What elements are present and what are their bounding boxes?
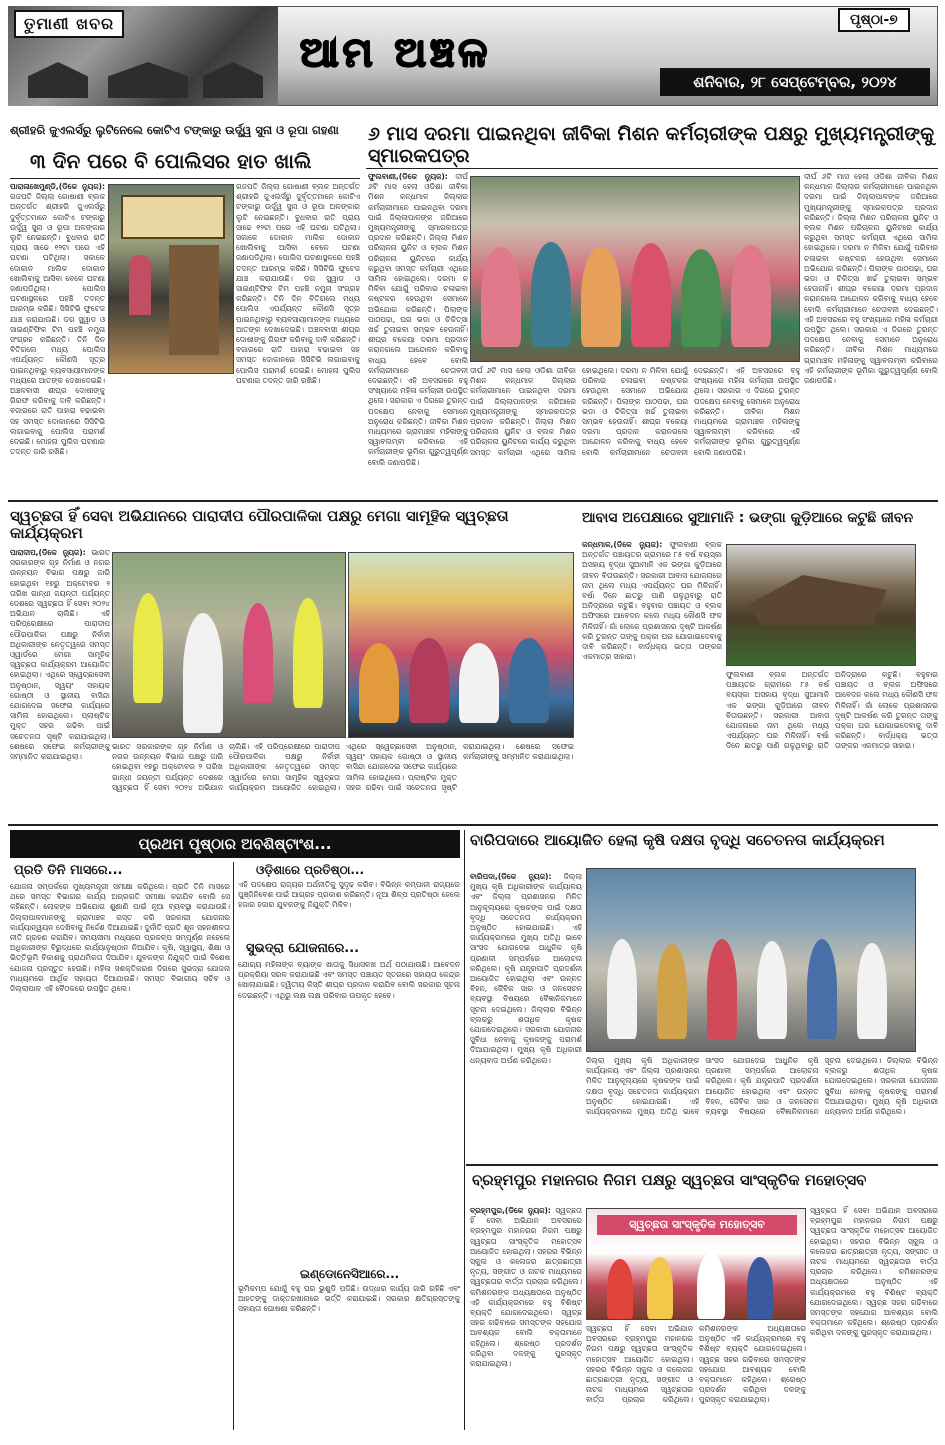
awas-dateline: କନ୍ଧମାଳ,(ଡିକେ ନ୍ୟୁଜ): [582, 540, 663, 549]
memorandum-crowd-photo [470, 176, 800, 362]
gold-theft-body-col2: ଗଜପତି ଜିଲ୍ଲା ଗୋଷାଣୀ ବ୍ଲକ ଅନ୍ତର୍ଗତ ଶ୍ରୀହରି ଜୁଏଲର୍ସରୁ ଦୁର୍ବୃତ୍ତମାନେ କୋଟିଏ ଟଙ୍କାରୁ ଉର୍ଦ୍ଧ୍ୱ ସୁନା ଓ ରୂପା ଅଳଙ୍କାର ଲୁଟି ନେଇଛନ୍ତି। ବୁଧବାର ରାତି ପ୍ରାୟ ସାଢେ ୧୨ଟା ପରେ ଏହି ଘଟଣା ଘଟିଥିଲା। ସକାଳେ ଦୋକାନ ମାଲିକ ଦୋକାନ ଖୋଲିବାକୁ ଆସିବା ବେଳେ ଘଟଣା ଜଣାପଡିଥିଲା। ପୋଲିସ ଘଟଣାସ୍ଥଳରେ ପହଞ୍ଚି ତଦନ୍ତ ଆରମ୍ଭ କରିଛି। ସିସିଟିଭି ଫୁଟେଜ ଯାଞ୍ଚ କରାଯାଉଛି। ଡଗ ସ୍କ୍ୱାଡ ଓ ସାଇଣ୍ଟିଫିକ ଟିମ ପହଞ୍ଚି ନମୁନା ସଂଗ୍ରହ କରିଛନ୍ତି। ତିନି ଦିନ ବିତିଗଲେ ମଧ୍ୟ ପୋଲିସ ଏପର୍ଯ୍ୟନ୍ତ କୌଣସି ସୂତ୍ର ପାଇନଥିବାରୁ ବ୍ୟବସାୟୀମାନଙ୍କ ମଧ୍ୟରେ ଆତଙ୍କ ଦେଖାଦେଇଛି। ଅଞ୍ଚଳବାସୀ ଶୀଘ୍ର ଦୋଷୀଙ୍କୁ ଗିରଫ କରିବାକୁ ଦାବି କରିଛନ୍ତି। ବଜାରରେ ରାତି ପାହାରା ବଢାଇବା ସହ ସମସ୍ତ ଦୋକାନରେ ସିସିଟିଭି ଲଗାଇବାକୁ ପୋଲିସ ପରାମର୍ଶ ଦେଇଛି। ମୋହନା ପୁଲିସ ଘଟଣାର ତଦନ୍ତ ଜାରି ରଖିଛି। [236, 182, 360, 385]
continued-sub4: ଇଣ୍ଡୋନେସିଆରେ... [300, 1267, 400, 1281]
paradeep-headline: ସ୍ୱଚ୍ଛତା ହିଁ ସେବା ଅଭିଯାନରେ ପାରାଦୀପ ପୌରପାଳିକା ପକ୍ଷରୁ ମେଗା ସାମୂହିକ ସ୍ୱଚ୍ଛତା କାର୍ଯ୍ୟକ୍ରମ [10, 507, 509, 543]
memorandum-body [368, 172, 468, 494]
memorandum-body-col3: ଦୀର୍ଘ ୬ଟି ମାସ ହେଲା ଓଡିଶା ଜୀବିକା ମିଶନ କନ୍ଧମାଳ ଜିଲ୍ଲାର କର୍ମଚାରୀମାନେ ପାଇନଥିବା ଦରମା ପାଇଁ ଜିଲ୍ଲାପାଳଙ୍କ ଜରିଆରେ ମୁଖ୍ୟମନ୍ତ୍ରୀଙ୍କୁ ସ୍ମାରକପତ୍ର ପ୍ରଦାନ କରିଛନ୍ତି। ଜିଲ୍ଲା ମିଶନ ପରିଚାଳନା ୟୁନିଟ ଓ ବ୍ଲକ ମିଶନ ପରିଚାଳନା ୟୁନିଟରେ କାର୍ଯ୍ୟ କରୁଥିବା ସମସ୍ତ କର୍ମଚାରୀ ଏଥିରେ ସାମିଲ ହୋଇଥିଲେ। ଦରମା ନ ମିଳିବା ଯୋଗୁଁ ପରିବାର ଚଳାଇବା କଷ୍ଟକର ହେଉଥିବା ସେମାନେ ଅଭିଯୋଗ କରିଛନ୍ତି। ପିଲାଙ୍କ ପାଠପଢା, ଘର ଭଡା ଓ ଚିକିତ୍ସା ଖର୍ଚ୍ଚ ତୁଲାଇବା ସମ୍ଭବ ହେଉନାହିଁ। ଶୀଘ୍ର ବକେୟା ଦରମା ପ୍ରଦାନ କରାନଗଲେ ଆନ୍ଦୋଳନ କରିବାକୁ ବାଧ୍ୟ ହେବେ ବୋଲି କର୍ମଚାରୀମାନେ ଚେତାବନୀ ଦେଇଛନ୍ତି। ଏହି ଅବସରରେ ବହୁ ସଂଖ୍ୟାରେ ମହିଳା କର୍ମଚାରୀ ଉପସ୍ଥିତ ଥିଲେ। ସରକାର ଏ ଦିଗରେ ତୁରନ୍ତ ପଦକ୍ଷେପ ନେବାକୁ ସେମାନେ ଅନୁରୋଧ କରିଛନ୍ତି। ଜୀବିକା ମିଶନ ମାଧ୍ୟମରେ ଗ୍ରାମାଞ୍ଚଳ ମହିଳାଙ୍କୁ ସ୍ୱାବଲମ୍ବୀ କରିବାରେ ଏହି କର୍ମଚାରୀଙ୍କ ଭୂମିକା ଗୁରୁତ୍ୱପୂର୍ଣ୍ଣ ବୋଲି ଜଣାପଡିଛି। [804, 172, 938, 386]
continued-body4: ଭୂମିକମ୍ପ ଯୋଗୁଁ ବହୁ ଘର ଭୁଶୁଡି ପଡିଛି। ଉଦ୍ଧାର କାର୍ଯ୍ୟ ଜାରି ରହିଛି ଏବଂ ଆହତଙ୍କୁ ଡାକ୍ତରଖାନାରେ ଭର୍ତ୍ତି କରାଯାଇଛି। ସରକାର କ୍ଷତିଗ୍ରସ୍ତଙ୍କୁ ସହାୟତା ଘୋଷଣା କରିଛନ୍ତି। [238, 1284, 460, 1314]
awas-text: ଫୁଲବାଣୀ ବ୍ଲକ ଅନ୍ତର୍ଗତ ପଞ୍ଚାୟତର ଗ୍ରାମରେ ୮୫ ବର୍ଷ ବୟସ୍କା ଅସହାୟ ବୃଦ୍ଧା ସୁଆମାନି ଏକ ଭଙ୍ଗା କୁଡ଼ିଆରେ ଜୀବନ ବିତାଉଛନ୍ତି। ସରକାରୀ ଆବାସ ଯୋଜନାରେ ନାମ ଥିଲେ ମଧ୍ୟ ଏପର୍ଯ୍ୟନ୍ତ ଘର ମିଳିନାହିଁ। ବର୍ଷା ଦିନେ ଛାତରୁ ପାଣି ଗଳୁଥିବାରୁ ରାତି ଅନିଦ୍ରାରେ କଟୁଛି। ବହୁବାର ପଞ୍ଚାୟତ ଓ ବ୍ଲକ ଅଫିସରେ ଆବେଦନ କଲେ ମଧ୍ୟ କୌଣସି ଫଳ ମିଳିନାହିଁ। ଗାଁ ଲୋକେ ପ୍ରଶାସନର ଦୃଷ୍ଟି ଆକର୍ଷଣ କରି ତୁରନ୍ତ ତାଙ୍କୁ ପକ୍କା ଘର ଯୋଗାଇଦେବାକୁ ଦାବି କରିଛନ୍ତି। ବାର୍ଦ୍ଧକ୍ୟ ଭତ୍ତା ତାଙ୍କର ଏକମାତ୍ର ସାହାରା। [582, 540, 722, 662]
jewellery-shop-photo [108, 184, 234, 374]
awas-headline: ଆବାସ ଅପେକ୍ଷାରେ ସୁଆମାନି : ଭଙ୍ଗା କୁଡ଼ିଆରେ କଟୁଛି ଜୀବନ [582, 510, 914, 526]
gold-theft-text: ଗଜପତି ଜିଲ୍ଲା ଗୋଷାଣୀ ବ୍ଲକ ଅନ୍ତର୍ଗତ ଶ୍ରୀହରି ଜୁଏଲର୍ସରୁ ଦୁର୍ବୃତ୍ତମାନେ କୋଟିଏ ଟଙ୍କାରୁ ଉର୍ଦ୍ଧ୍ୱ ସୁନା ଓ ରୂପା ଅଳଙ୍କାର ଲୁଟି ନେଇଛନ୍ତି। ବୁଧବାର ରାତି ପ୍ରାୟ ସାଢେ ୧୨ଟା ପରେ ଏହି ଘଟଣା ଘଟିଥିଲା। ସକାଳେ ଦୋକାନ ମାଲିକ ଦୋକାନ ଖୋଲିବାକୁ ଆସିବା ବେଳେ ଘଟଣା ଜଣାପଡିଥିଲା। ପୋଲିସ ଘଟଣାସ୍ଥଳରେ ପହଞ୍ଚି ତଦନ୍ତ ଆରମ୍ଭ କରିଛି। ସିସିଟିଭି ଫୁଟେଜ ଯାଞ୍ଚ କରାଯାଉଛି। ଡଗ ସ୍କ୍ୱାଡ ଓ ସାଇଣ୍ଟିଫିକ ଟିମ ପହଞ୍ଚି ନମୁନା ସଂଗ୍ରହ କରିଛନ୍ତି। ତିନି ଦିନ ବିତିଗଲେ ମଧ୍ୟ ପୋଲିସ ଏପର୍ଯ୍ୟନ୍ତ କୌଣସି ସୂତ୍ର ପାଇନଥିବାରୁ ବ୍ୟବସାୟୀମାନଙ୍କ ମଧ୍ୟରେ ଆତଙ୍କ ଦେଖାଦେଇଛି। ଅଞ୍ଚଳବାସୀ ଶୀଘ୍ର ଦୋଷୀଙ୍କୁ ଗିରଫ କରିବାକୁ ଦାବି କରିଛନ୍ତି। ବଜାରରେ ରାତି ପାହାରା ବଢାଇବା ସହ ସମସ୍ତ ଦୋକାନରେ ସିସିଟିଭି ଲଗାଇବାକୁ ପୋଲିସ ପରାମର୍ଶ ଦେଇଛି। ମୋହନା ପୁଲିସ ଘଟଣାର ତଦନ୍ତ ଜାରି ରଖିଛି। [10, 192, 105, 457]
paradeep-body-cols: ଭାରତ ସରକାରଙ୍କ ଗୃହ ନିର୍ମାଣ ଓ ନଗର ଉନ୍ନୟନ ବିଭାଗ ପକ୍ଷରୁ ଜାରି ହୋଇଥିବା ୧୭ରୁ ଅକ୍ଟୋବର ୨ ତାରିଖ ଗାନ୍ଧୀ ଜୟନ୍ତୀ ପର୍ଯ୍ୟନ୍ତ ଦେଶରେ ସ୍ୱଚ୍ଛତା ହିଁ ସେବା ୨୦୨୪ ଅଭିଯାନ ଚାଲିଛି। ଏହି ପରିପ୍ରେକ୍ଷୀରେ ପାରାଦୀପ ପୌରପାଳିକା ପକ୍ଷରୁ ନିର୍ବାହୀ ଅଧିକାରୀଙ୍କ ନେତୃତ୍ୱରେ ସମସ୍ତ ଓ୍ୱାର୍ଡରେ ମେଗା ସାମୂହିକ ସ୍ୱଚ୍ଛତା କାର୍ଯ୍ୟକ୍ରମ ଆୟୋଜିତ ହୋଇଥିଲା। ଏଥିରେ ସ୍ୱେଚ୍ଛାସେବୀ ଅନୁଷ୍ଠାନ, ସ୍ୱୟଂ ସହାୟକ ଗୋଷ୍ଠୀ ଓ ସ୍ଥାନୀୟ ବାସିନ୍ଦା ଯୋଗଦେଇ ସଫେଇ କାର୍ଯ୍ୟରେ ସାମିଲ ହୋଇଥିଲେ। ପ୍ଲାଷ୍ଟିକ ମୁକ୍ତ ସହର ଗଢିବା ପାଇଁ ସଚେତନତା ସୃଷ୍ଟି କରାଯାଇଥିଲା। ଶେଷରେ ସଫେଇ କର୍ମଚାରୀଙ୍କୁ ସମ୍ମାନିତ କରାଯାଇଥିଲା। [112, 742, 574, 792]
memorandum-headline: ୬ ମାସ ଦରମା ପାଇନଥିବା ଜୀବିକା ମିଶନ କର୍ମଚାରୀଙ୍କ ପକ୍ଷରୁ ମୁଖ୍ୟମନ୍ତ୍ରୀଙ୍କୁ ସ୍ମାରକପତ୍ର [368, 123, 935, 167]
krishi-text: ଜିଲ୍ଲା ମୁଖ୍ୟ କୃଷି ଅଧିକାରୀଙ୍କ କାର୍ଯ୍ୟାଳୟ ଏବଂ ଜିଲ୍ଲା ପ୍ରଶାସନର ମିଳିତ ଆନୁକୂଲ୍ୟରେ କୃଷକଙ୍କ ପାଇଁ ଦକ୍ଷତା ବୃଦ୍ଧି ସଚେତନତା କାର୍ଯ୍ୟକ୍ରମ ଅନୁଷ୍ଠିତ ହୋଇଯାଇଛି। ଏହି କାର୍ଯ୍ୟକ୍ରମରେ ମୁଖ୍ୟ ଅତିଥି ଭାବେ ସାଂସଦ ଯୋଗଦେଇ ଆଧୁନିକ କୃଷି ପ୍ରଣାଳୀ ସମ୍ପର୍କରେ ଆଲୋଚନା କରିଥିଲେ। କୃଷି ଯନ୍ତ୍ରପାତି ପ୍ରଦର୍ଶନୀ ଆୟୋଜିତ ହୋଇଥିଲା ଏବଂ ଉନ୍ନତ ବିହନ, ଜୈବିକ ସାର ଓ ଜଳସେଚନ ବ୍ୟବସ୍ଥା ବିଷୟରେ ବୈଜ୍ଞାନିକମାନେ ସୂଚନା ଦେଇଥିଲେ। ଜିଲ୍ଲାର ବିଭିନ୍ନ ବ୍ଲକରୁ ଶତାଧିକ କୃଷକ ଯୋଗଦେଇଥିଲେ। ସରକାରୀ ଯୋଜନାର ସୁବିଧା ନେବାକୁ କୃଷକଙ୍କୁ ପରାମର୍ଶ ଦିଆଯାଇଥିଲା। ମୁଖ୍ୟ କୃଷି ଅଧିକାରୀ ଧନ୍ୟବାଦ ଅର୍ପଣ କରିଥିଲେ। [470, 872, 582, 1065]
berhampur-dateline: ବ୍ରହ୍ମପୁର,(ଡିକେ ନ୍ୟୁଜ): [470, 1206, 551, 1215]
continued-body2: ଏହି ପଦକ୍ଷେପ ରାଜ୍ୟର ଅର୍ଥନୀତିକୁ ସୁଦୃଢ କରିବ। ବିଭିନ୍ନ କମ୍ପାନୀ ରାଜ୍ୟରେ ପୁଞ୍ଜିନିବେଶ ପାଇଁ ଆଗ୍ରହ ପ୍ରକାଶ କରିଛନ୍ତି। ନୂଆ ଶିଳ୍ପ ପ୍ରତିଷ୍ଠା ହେଲେ ହଜାର ହଜାର ଯୁବକଙ୍କୁ ନିଯୁକ୍ତି ମିଳିବ। [238, 880, 460, 910]
section-title: ଆମ ଅଞ୍ଚଳ [300, 30, 492, 76]
paradeep-text: ଭାରତ ସରକାରଙ୍କ ଗୃହ ନିର୍ମାଣ ଓ ନଗର ଉନ୍ନୟନ ବିଭାଗ ପକ୍ଷରୁ ଜାରି ହୋଇଥିବା ୧୭ରୁ ଅକ୍ଟୋବର ୨ ତାରିଖ ଗାନ୍ଧୀ ଜୟନ୍ତୀ ପର୍ଯ୍ୟନ୍ତ ଦେଶରେ ସ୍ୱଚ୍ଛତା ହିଁ ସେବା ୨୦୨୪ ଅଭିଯାନ ଚାଲିଛି। ଏହି ପରିପ୍ରେକ୍ଷୀରେ ପାରାଦୀପ ପୌରପାଳିକା ପକ୍ଷରୁ ନିର୍ବାହୀ ଅଧିକାରୀଙ୍କ ନେତୃତ୍ୱରେ ସମସ୍ତ ଓ୍ୱାର୍ଡରେ ମେଗା ସାମୂହିକ ସ୍ୱଚ୍ଛତା କାର୍ଯ୍ୟକ୍ରମ ଆୟୋଜିତ ହୋଇଥିଲା। ଏଥିରେ ସ୍ୱେଚ୍ଛାସେବୀ ଅନୁଷ୍ଠାନ, ସ୍ୱୟଂ ସହାୟକ ଗୋଷ୍ଠୀ ଓ ସ୍ଥାନୀୟ ବାସିନ୍ଦା ଯୋଗଦେଇ ସଫେଇ କାର୍ଯ୍ୟରେ ସାମିଲ ହୋଇଥିଲେ। ପ୍ଲାଷ୍ଟିକ ମୁକ୍ତ ସହର ଗଢିବା ପାଇଁ ସଚେତନତା ସୃଷ୍ଟି କରାଯାଇଥିଲା। ଶେଷରେ ସଫେଇ କର୍ମଚାରୀଙ୍କୁ ସମ୍ମାନିତ କରାଯାଇଥିଲା। [10, 548, 110, 762]
continued-body1: ଯୋଜନା ସମ୍ପର୍କରେ ମୁଖ୍ୟମନ୍ତ୍ରୀ ସମୀକ୍ଷା କରିଥିଲେ। ପ୍ରତି ତିନି ମାସରେ ଥରେ ସମସ୍ତ ବିଭାଗର କାର୍ଯ୍ୟ ଅଗ୍ରଗତି ସମୀକ୍ଷା କରାଯିବ ବୋଲି ସେ କହିଛନ୍ତି। ଲୋକଙ୍କ ଅଭିଯୋଗ ଶୁଣାଣି ପାଇଁ ନୂଆ ବ୍ୟବସ୍ଥା କରାଯାଉଛି। ଜିଲ୍ଲାପାଳମାନଙ୍କୁ ଗ୍ରାମାଞ୍ଚଳ ଗସ୍ତ କରି ସରକାରୀ ଯୋଜନାର କାର୍ଯ୍ୟାନ୍ୱୟନ ଦେଖିବାକୁ ନିର୍ଦ୍ଦେଶ ଦିଆଯାଇଛି। ଦୁର୍ନୀତି ପ୍ରତି ଶୂନ ସହନଶୀଳତା ନୀତି ଗ୍ରହଣ କରାଯିବ। ସମୟସୀମା ମଧ୍ୟରେ ପ୍ରକଳ୍ପ ସମ୍ପୂର୍ଣ୍ଣ ନହେଲେ ଅଧିକାରୀଙ୍କ ବିରୁଦ୍ଧରେ କାର୍ଯ୍ୟାନୁଷ୍ଠାନ ନିଆଯିବ। କୃଷି, ସ୍ୱାସ୍ଥ୍ୟ, ଶିକ୍ଷା ଓ ଭିତ୍ତିଭୂମି ବିକାଶକୁ ପ୍ରାଥମିକତା ଦିଆଯିବ। ଯୁବକଙ୍କ ନିଯୁକ୍ତି ପାଇଁ ବିଶେଷ ଯୋଜନା ପ୍ରସ୍ତୁତ ହେଉଛି। ମହିଳା ସଶକ୍ତିକରଣ ଦିଗରେ ସୁଭଦ୍ରା ଯୋଜନା ମାଧ୍ୟମରେ ଆର୍ଥିକ ସହାୟତା ଦିଆଯାଉଛି। ସମସ୍ତ ବିଭାଗୀୟ ସଚିବ ଓ ଜିଲ୍ଲାପାଳ ଏହି ବୈଠକରେ ଉପସ୍ଥିତ ଥିଲେ। [10, 882, 230, 994]
krishi-headline: ବାରିପଦାରେ ଆୟୋଜିତ ହେଲା କୃଷି ଦକ୍ଷତା ବୃଦ୍ଧି ସଚେତନତା କାର୍ଯ୍ୟକ୍ରମ [470, 831, 885, 849]
broken-hut-photo [726, 544, 916, 666]
memorandum-dateline: ଫୁଲବାଣୀ,(ଡିକେ ନ୍ୟୁଜ): [368, 172, 448, 181]
berhampur-body-col3: ସ୍ୱଚ୍ଛତା ହିଁ ସେବା ଅଭିଯାନ ଅବସରରେ ବ୍ରହ୍ମପୁର ମହାନଗର ନିଗମ ପକ୍ଷରୁ ସ୍ୱଚ୍ଛତା ସାଂସ୍କୃତିକ ମହୋତ୍ସବ ଆୟୋଜିତ ହୋଇଥିଲା। ସହରର ବିଭିନ୍ନ ସ୍କୁଲ ଓ କଲେଜର ଛାତ୍ରଛାତ୍ରୀ ନୃତ୍ୟ, ସଙ୍ଗୀତ ଓ ନାଟକ ମାଧ୍ୟମରେ ସ୍ୱଚ୍ଛତାର ବାର୍ତ୍ତା ପ୍ରଚାର କରିଥିଲେ। କମିଶନରଙ୍କ ଅଧ୍ୟକ୍ଷତାରେ ଅନୁଷ୍ଠିତ ଏହି କାର୍ଯ୍ୟକ୍ରମରେ ବହୁ ବିଶିଷ୍ଟ ବ୍ୟକ୍ତି ଯୋଗଦେଇଥିଲେ। ସ୍ୱଚ୍ଛ ସହର ଗଢିବାରେ ସମସ୍ତଙ୍କ ସହଯୋଗ ଆବଶ୍ୟକ ବୋଲି ବକ୍ତାମାନେ କହିଥିଲେ। ଶ୍ରେଷ୍ଠ ପ୍ରଦର୍ଶନ କରିଥିବା ଦଳଙ୍କୁ ପୁରସ୍କୃତ କରାଯାଇଥିଲା। [810, 1206, 938, 1338]
cleanup-volunteers-photo [112, 552, 346, 738]
cultural-festival-photo [586, 1208, 806, 1320]
continued-band: ପ୍ରଥମ ପୃଷ୍ଠାର ଅବଶିଷ୍ଟାଂଶ... [10, 830, 460, 858]
krishi-event-photo [586, 868, 916, 1052]
gold-theft-body [10, 182, 105, 494]
berhampur-body [470, 1206, 582, 1430]
issue-date: ଶନିବାର, ୨୮ ସେପ୍ଟେମ୍ବର, ୨୦୨୪ [660, 68, 930, 96]
continued-body3: ଯୋଗ୍ୟ ମହିଳାଙ୍କ ବ୍ୟାଙ୍କ ଖାତାକୁ ସିଧାସଳଖ ଅର୍ଥ ପଠାଯାଉଛି। ଆବେଦନ ପ୍ରକ୍ରିୟା ସରଳ କରାଯାଇଛି ଏବଂ ସମସ୍ତ ପଞ୍ଚାୟତ ସ୍ତରରେ ସହାୟତା କେନ୍ଦ୍ର ଖୋଲାଯାଇଛି। ଦ୍ୱିତୀୟ କିସ୍ତି ଶୀଘ୍ର ପ୍ରଦାନ କରାଯିବ ବୋଲି ସରକାର ସୂଚନା ଦେଇଛନ୍ତି। ଏଥିରୁ ଲକ୍ଷ ଲକ୍ଷ ପରିବାର ଉପକୃତ ହେବେ। [238, 960, 460, 1000]
paradeep-dateline: ପାରାଦୀପ,(ଡିକେ ନ୍ୟୁଜ): [10, 548, 86, 557]
krishi-body-cols: ଜିଲ୍ଲା ମୁଖ୍ୟ କୃଷି ଅଧିକାରୀଙ୍କ କାର୍ଯ୍ୟାଳୟ ଏବଂ ଜିଲ୍ଲା ପ୍ରଶାସନର ମିଳିତ ଆନୁକୂଲ୍ୟରେ କୃଷକଙ୍କ ପାଇଁ ଦକ୍ଷତା ବୃଦ୍ଧି ସଚେତନତା କାର୍ଯ୍ୟକ୍ରମ ଅନୁଷ୍ଠିତ ହୋଇଯାଇଛି। ଏହି କାର୍ଯ୍ୟକ୍ରମରେ ମୁଖ୍ୟ ଅତିଥି ଭାବେ ସାଂସଦ ଯୋଗଦେଇ ଆଧୁନିକ କୃଷି ପ୍ରଣାଳୀ ସମ୍ପର୍କରେ ଆଲୋଚନା କରିଥିଲେ। କୃଷି ଯନ୍ତ୍ରପାତି ପ୍ରଦର୍ଶନୀ ଆୟୋଜିତ ହୋଇଥିଲା ଏବଂ ଉନ୍ନତ ବିହନ, ଜୈବିକ ସାର ଓ ଜଳସେଚନ ବ୍ୟବସ୍ଥା ବିଷୟରେ ବୈଜ୍ଞାନିକମାନେ ସୂଚନା ଦେଇଥିଲେ। ଜିଲ୍ଲାର ବିଭିନ୍ନ ବ୍ଲକରୁ ଶତାଧିକ କୃଷକ ଯୋଗଦେଇଥିଲେ। ସରକାରୀ ଯୋଜନାର ସୁବିଧା ନେବାକୁ କୃଷକଙ୍କୁ ପରାମର୍ଶ ଦିଆଯାଇଥିଲା। ମୁଖ୍ୟ କୃଷି ଅଧିକାରୀ ଧନ୍ୟବାଦ ଅର୍ପଣ କରିଥିଲେ। [586, 1056, 938, 1117]
berhampur-body-col2: ସ୍ୱଚ୍ଛତା ହିଁ ସେବା ଅଭିଯାନ ଅବସରରେ ବ୍ରହ୍ମପୁର ମହାନଗର ନିଗମ ପକ୍ଷରୁ ସ୍ୱଚ୍ଛତା ସାଂସ୍କୃତିକ ମହୋତ୍ସବ ଆୟୋଜିତ ହୋଇଥିଲା। ସହରର ବିଭିନ୍ନ ସ୍କୁଲ ଓ କଲେଜର ଛାତ୍ରଛାତ୍ରୀ ନୃତ୍ୟ, ସଙ୍ଗୀତ ଓ ନାଟକ ମାଧ୍ୟମରେ ସ୍ୱଚ୍ଛତାର ବାର୍ତ୍ତା ପ୍ରଚାର କରିଥିଲେ। କମିଶନରଙ୍କ ଅଧ୍ୟକ୍ଷତାରେ ଅନୁଷ୍ଠିତ ଏହି କାର୍ଯ୍ୟକ୍ରମରେ ବହୁ ବିଶିଷ୍ଟ ବ୍ୟକ୍ତି ଯୋଗଦେଇଥିଲେ। ସ୍ୱଚ୍ଛ ସହର ଗଢିବାରେ ସମସ୍ତଙ୍କ ସହଯୋଗ ଆବଶ୍ୟକ ବୋଲି ବକ୍ତାମାନେ କହିଥିଲେ। ଶ୍ରେଷ୍ଠ ପ୍ରଦର୍ଶନ କରିଥିବା ଦଳଙ୍କୁ ପୁରସ୍କୃତ କରାଯାଇଥିଲା। [586, 1324, 806, 1405]
memorandum-text: ଦୀର୍ଘ ୬ଟି ମାସ ହେଲା ଓଡିଶା ଜୀବିକା ମିଶନ କନ୍ଧମାଳ ଜିଲ୍ଲାର କର୍ମଚାରୀମାନେ ପାଇନଥିବା ଦରମା ପାଇଁ ଜିଲ୍ଲାପାଳଙ୍କ ଜରିଆରେ ମୁଖ୍ୟମନ୍ତ୍ରୀଙ୍କୁ ସ୍ମାରକପତ୍ର ପ୍ରଦାନ କରିଛନ୍ତି। ଜିଲ୍ଲା ମିଶନ ପରିଚାଳନା ୟୁନିଟ ଓ ବ୍ଲକ ମିଶନ ପରିଚାଳନା ୟୁନିଟରେ କାର୍ଯ୍ୟ କରୁଥିବା ସମସ୍ତ କର୍ମଚାରୀ ଏଥିରେ ସାମିଲ ହୋଇଥିଲେ। ଦରମା ନ ମିଳିବା ଯୋଗୁଁ ପରିବାର ଚଳାଇବା କଷ୍ଟକର ହେଉଥିବା ସେମାନେ ଅଭିଯୋଗ କରିଛନ୍ତି। ପିଲାଙ୍କ ପାଠପଢା, ଘର ଭଡା ଓ ଚିକିତ୍ସା ଖର୍ଚ୍ଚ ତୁଲାଇବା ସମ୍ଭବ ହେଉନାହିଁ। ଶୀଘ୍ର ବକେୟା ଦରମା ପ୍ରଦାନ କରାନଗଲେ ଆନ୍ଦୋଳନ କରିବାକୁ ବାଧ୍ୟ ହେବେ ବୋଲି କର୍ମଚାରୀମାନେ ଚେତାବନୀ ଦେଇଛନ୍ତି। ଏହି ଅବସରରେ ବହୁ ସଂଖ୍ୟାରେ ମହିଳା କର୍ମଚାରୀ ଉପସ୍ଥିତ ଥିଲେ। ସରକାର ଏ ଦିଗରେ ତୁରନ୍ତ ପଦକ୍ଷେପ ନେବାକୁ ସେମାନେ ଅନୁରୋଧ କରିଛନ୍ତି। ଜୀବିକା ମିଶନ ମାଧ୍ୟମରେ ଗ୍ରାମାଞ୍ଚଳ ମହିଳାଙ୍କୁ ସ୍ୱାବଲମ୍ବୀ କରିବାରେ ଏହି କର୍ମଚାରୀଙ୍କ ଭୂମିକା ଗୁରୁତ୍ୱପୂର୍ଣ୍ଣ ବୋଲି ଜଣାପଡିଛି। [368, 172, 468, 467]
awas-body [582, 540, 722, 818]
berhampur-headline: ବ୍ରହ୍ମପୁର ମହାନଗର ନିଗମ ପକ୍ଷରୁ ସ୍ୱଚ୍ଛତା ସାଂସ୍କୃତିକ ମହୋତ୍ସବ [472, 1171, 867, 1189]
festival-banner-text: ସ୍ୱଚ୍ଛତା ସାଂସ୍କୃତିକ ମହୋତ୍ସବ [597, 1215, 797, 1235]
page-number: ପୃଷ୍ଠା-୭ [838, 8, 910, 32]
memorandum-body-col2: ଦୀର୍ଘ ୬ଟି ମାସ ହେଲା ଓଡିଶା ଜୀବିକା ମିଶନ କନ୍ଧମାଳ ଜିଲ୍ଲାର କର୍ମଚାରୀମାନେ ପାଇନଥିବା ଦରମା ପାଇଁ ଜିଲ୍ଲାପାଳଙ୍କ ଜରିଆରେ ମୁଖ୍ୟମନ୍ତ୍ରୀଙ୍କୁ ସ୍ମାରକପତ୍ର ପ୍ରଦାନ କରିଛନ୍ତି। ଜିଲ୍ଲା ମିଶନ ପରିଚାଳନା ୟୁନିଟ ଓ ବ୍ଲକ ମିଶନ ପରିଚାଳନା ୟୁନିଟରେ କାର୍ଯ୍ୟ କରୁଥିବା ସମସ୍ତ କର୍ମଚାରୀ ଏଥିରେ ସାମିଲ ହୋଇଥିଲେ। ଦରମା ନ ମିଳିବା ଯୋଗୁଁ ପରିବାର ଚଳାଇବା କଷ୍ଟକର ହେଉଥିବା ସେମାନେ ଅଭିଯୋଗ କରିଛନ୍ତି। ପିଲାଙ୍କ ପାଠପଢା, ଘର ଭଡା ଓ ଚିକିତ୍ସା ଖର୍ଚ୍ଚ ତୁଲାଇବା ସମ୍ଭବ ହେଉନାହିଁ। ଶୀଘ୍ର ବକେୟା ଦରମା ପ୍ରଦାନ କରାନଗଲେ ଆନ୍ଦୋଳନ କରିବାକୁ ବାଧ୍ୟ ହେବେ ବୋଲି କର୍ମଚାରୀମାନେ ଚେତାବନୀ ଦେଇଛନ୍ତି। ଏହି ଅବସରରେ ବହୁ ସଂଖ୍ୟାରେ ମହିଳା କର୍ମଚାରୀ ଉପସ୍ଥିତ ଥିଲେ। ସରକାର ଏ ଦିଗରେ ତୁରନ୍ତ ପଦକ୍ଷେପ ନେବାକୁ ସେମାନେ ଅନୁରୋଧ କରିଛନ୍ତି। ଜୀବିକା ମିଶନ ମାଧ୍ୟମରେ ଗ୍ରାମାଞ୍ଚଳ ମହିଳାଙ୍କୁ ସ୍ୱାବଲମ୍ବୀ କରିବାରେ ଏହି କର୍ମଚାରୀଙ୍କ ଭୂମିକା ଗୁରୁତ୍ୱପୂର୍ଣ୍ଣ ବୋଲି ଜଣାପଡିଛି। [470, 366, 800, 457]
continued-sub2: ଓଡ଼ିଶାରେ ପ୍ରତିଷ୍ଠା... [256, 863, 365, 877]
gathering-photo [348, 552, 574, 738]
berhampur-text: ସ୍ୱଚ୍ଛତା ହିଁ ସେବା ଅଭିଯାନ ଅବସରରେ ବ୍ରହ୍ମପୁର ମହାନଗର ନିଗମ ପକ୍ଷରୁ ସ୍ୱଚ୍ଛତା ସାଂସ୍କୃତିକ ମହୋତ୍ସବ ଆୟୋଜିତ ହୋଇଥିଲା। ସହରର ବିଭିନ୍ନ ସ୍କୁଲ ଓ କଲେଜର ଛାତ୍ରଛାତ୍ରୀ ନୃତ୍ୟ, ସଙ୍ଗୀତ ଓ ନାଟକ ମାଧ୍ୟମରେ ସ୍ୱଚ୍ଛତାର ବାର୍ତ୍ତା ପ୍ରଚାର କରିଥିଲେ। କମିଶନରଙ୍କ ଅଧ୍ୟକ୍ଷତାରେ ଅନୁଷ୍ଠିତ ଏହି କାର୍ଯ୍ୟକ୍ରମରେ ବହୁ ବିଶିଷ୍ଟ ବ୍ୟକ୍ତି ଯୋଗଦେଇଥିଲେ। ସ୍ୱଚ୍ଛ ସହର ଗଢିବାରେ ସମସ୍ତଙ୍କ ସହଯୋଗ ଆବଶ୍ୟକ ବୋଲି ବକ୍ତାମାନେ କହିଥିଲେ। ଶ୍ରେଷ୍ଠ ପ୍ରଦର୍ଶନ କରିଥିବା ଦଳଙ୍କୁ ପୁରସ୍କୃତ କରାଯାଇଥିଲା। [470, 1206, 582, 1369]
gold-theft-dateline: ପାରାଳାଖେମୁଣ୍ଡି,(ଡିକେ ନ୍ୟୁଜ): [10, 182, 105, 191]
gold-theft-headline: ୩ ଦିନ ପରେ ବି ପୋଲିସର ହାତ ଖାଲି [30, 149, 312, 173]
awas-body-col2: ଫୁଲବାଣୀ ବ୍ଲକ ଅନ୍ତର୍ଗତ ପଞ୍ଚାୟତର ଗ୍ରାମରେ ୮୫ ବର୍ଷ ବୟସ୍କା ଅସହାୟ ବୃଦ୍ଧା ସୁଆମାନି ଏକ ଭଙ୍ଗା କୁଡ଼ିଆରେ ଜୀବନ ବିତାଉଛନ୍ତି। ସରକାରୀ ଆବାସ ଯୋଜନାରେ ନାମ ଥିଲେ ମଧ୍ୟ ଏପର୍ଯ୍ୟନ୍ତ ଘର ମିଳିନାହିଁ। ବର୍ଷା ଦିନେ ଛାତରୁ ପାଣି ଗଳୁଥିବାରୁ ରାତି ଅନିଦ୍ରାରେ କଟୁଛି। ବହୁବାର ପଞ୍ଚାୟତ ଓ ବ୍ଲକ ଅଫିସରେ ଆବେଦନ କଲେ ମଧ୍ୟ କୌଣସି ଫଳ ମିଳିନାହିଁ। ଗାଁ ଲୋକେ ପ୍ରଶାସନର ଦୃଷ୍ଟି ଆକର୍ଷଣ କରି ତୁରନ୍ତ ତାଙ୍କୁ ପକ୍କା ଘର ଯୋଗାଇଦେବାକୁ ଦାବି କରିଛନ୍ତି। ବାର୍ଦ୍ଧକ୍ୟ ଭତ୍ତା ତାଙ୍କର ଏକମାତ୍ର ସାହାରା। [726, 670, 938, 751]
krishi-body [470, 872, 582, 1162]
newspaper-brand: ତୁମାଣୀ ଖବର [14, 10, 124, 38]
paradeep-body [10, 548, 110, 818]
gold-theft-kicker: ଶ୍ରୀହରି ଜୁଏଲର୍ସରୁ ଲୁଟିନେଲେ କୋଟିଏ ଟଙ୍କାରୁ ଉର୍ଦ୍ଧ୍ୱ ସୁନା ଓ ରୂପା ଗହଣା [10, 123, 339, 137]
krishi-dateline: ବାରିପଦା,(ଡିକେ ନ୍ୟୁଜ): [470, 872, 552, 881]
continued-sub1: ପ୍ରତି ତିନି ମାସରେ... [14, 863, 123, 878]
continued-sub3: ସୁଭଦ୍ରା ଯୋଜନାରେ... [246, 941, 360, 956]
